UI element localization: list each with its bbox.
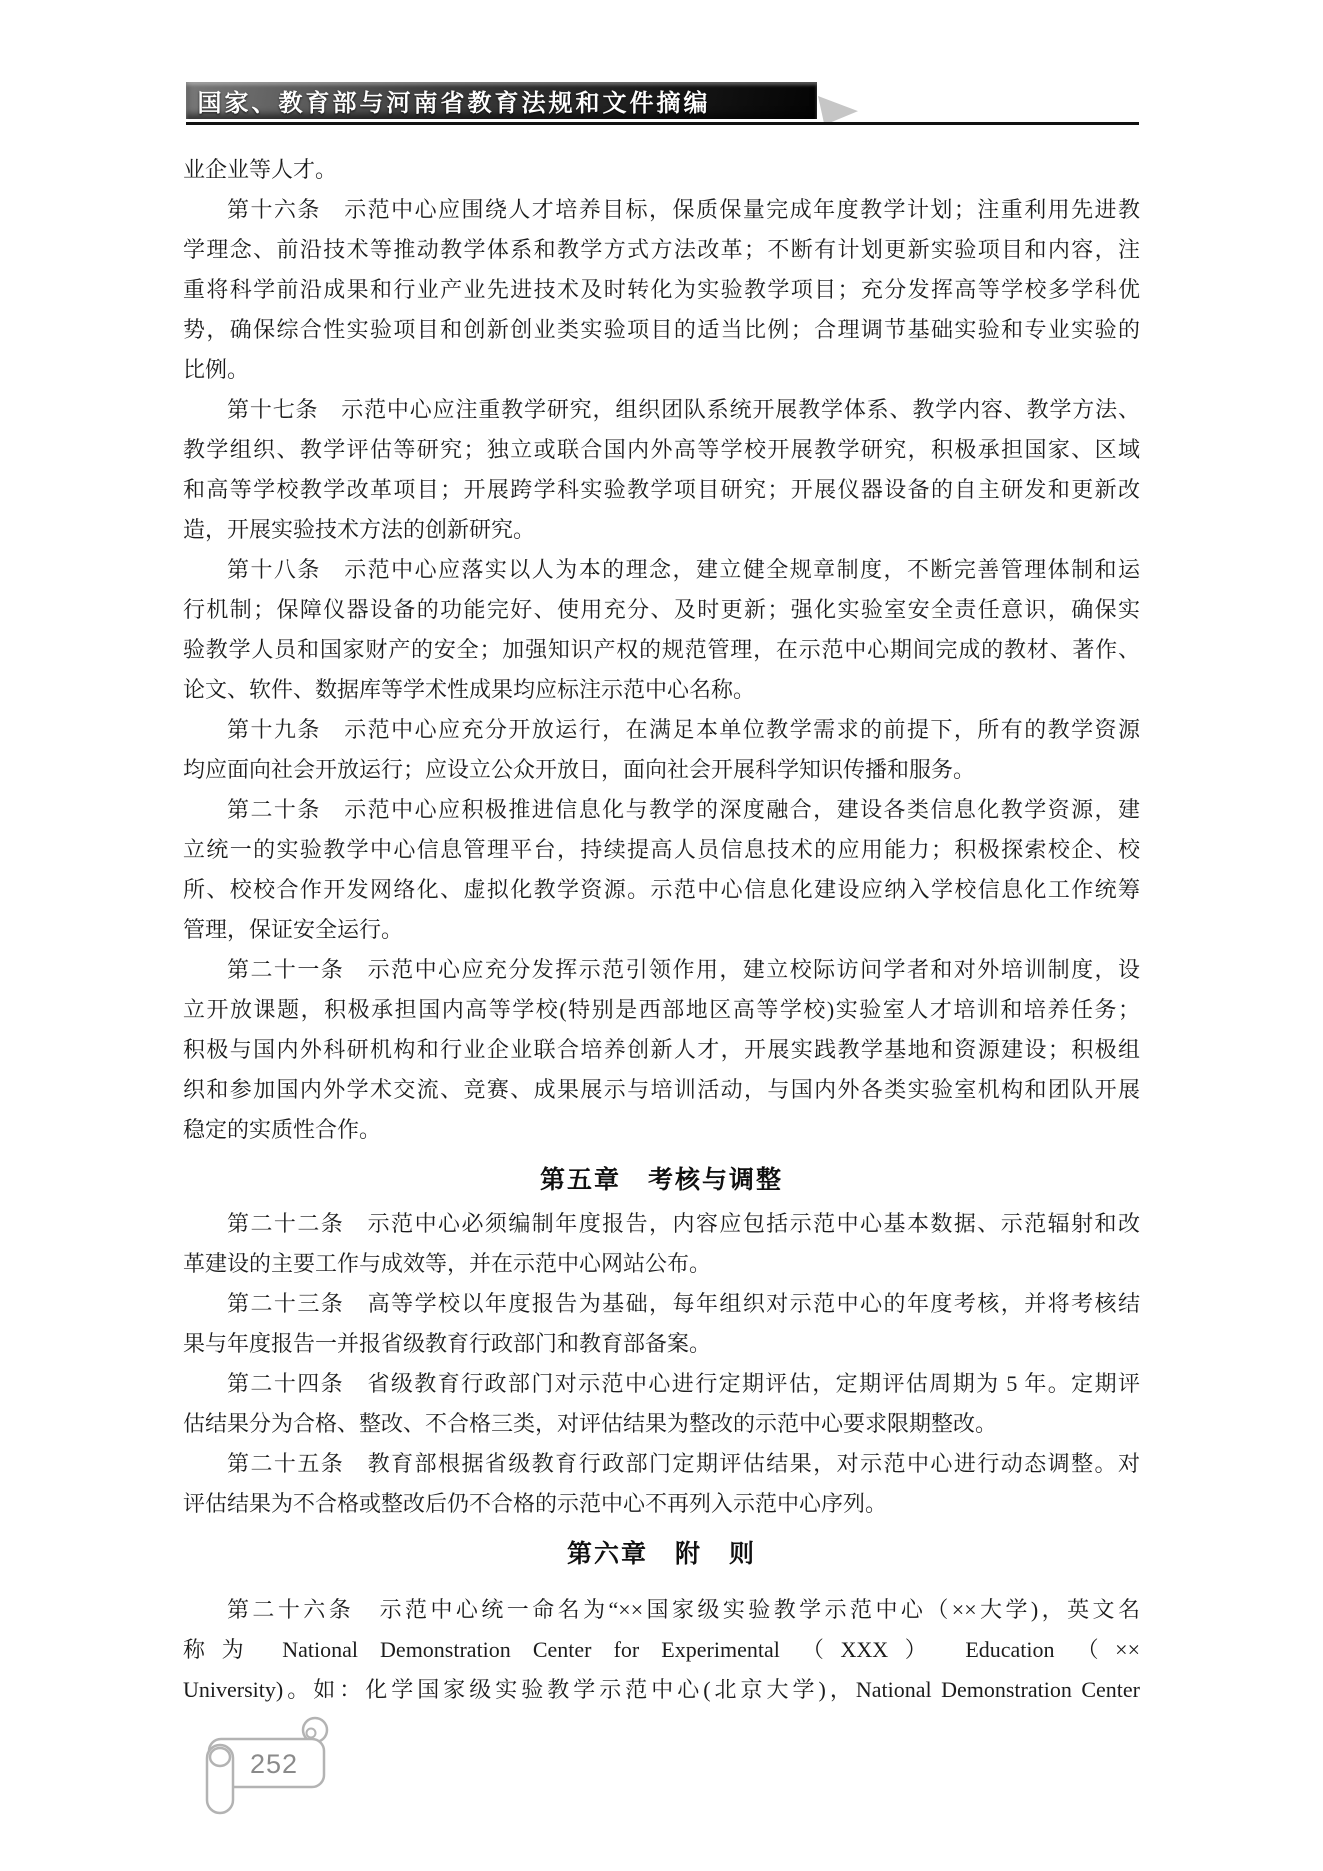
body-line: 业企业等人才。 — [183, 157, 338, 182]
body-line: 管理，保证安全运行。 — [183, 917, 404, 942]
paragraph-article-23 — [183, 1284, 1140, 1364]
body-line: 估结果分为合格、整改、不合格三类，对评估结果为整改的示范中心要求限期整改。 — [183, 1411, 998, 1436]
body-line: 第二十条 示范中心应积极推进信息化与教学的深度融合，建设各类信息化教学资源，建 — [227, 797, 1140, 822]
paragraph-article-17 — [183, 390, 1140, 550]
body-line: 第二十三条 高等学校以年度报告为基础，每年组织对示范中心的年度考核，并将考核结 — [227, 1291, 1140, 1316]
body-line: 论文、软件、数据库等学术性成果均应标注示范中心名称。 — [183, 677, 756, 702]
banner-arrow-icon — [818, 96, 858, 125]
body-line: 第二十四条 省级教育行政部门对示范中心进行定期评估，定期评估周期为 5 年。定期评 — [227, 1371, 1140, 1396]
body-line: 称为 National Demonstration Center for Experimental （XXX） Education （×× — [183, 1637, 1140, 1662]
body-line: 均应面向社会开放运行；应设立公众开放日，面向社会开展科学知识传播和服务。 — [183, 757, 976, 782]
body-line: 第十九条 示范中心应充分开放运行，在满足本单位教学需求的前提下，所有的教学资源 — [227, 717, 1140, 742]
paragraph-article-16 — [183, 190, 1140, 390]
body-line: 第十八条 示范中心应落实以人为本的理念，建立健全规章制度，不断完善管理体制和运 — [227, 557, 1140, 582]
paragraph-article-22 — [183, 1204, 1140, 1284]
body-line: 学理念、前沿技术等推动教学体系和教学方式方法改革；不断有计划更新实验项目和内容，注 — [183, 237, 1140, 262]
paragraph-article-20 — [183, 790, 1140, 950]
page-number-scroll-icon — [198, 1706, 338, 1821]
body-line: 第二十二条 示范中心必须编制年度报告，内容应包括示范中心基本数据、示范辐射和改 — [227, 1211, 1140, 1236]
body-line: 第十七条 示范中心应注重教学研究，组织团队系统开展教学体系、教学内容、教学方法、 — [227, 397, 1140, 422]
paragraph-article-25 — [183, 1444, 1140, 1524]
body-line: 势，确保综合性实验项目和创新创业类实验项目的适当比例；合理调节基础实验和专业实验的 — [183, 317, 1140, 342]
document-body — [183, 150, 1140, 1710]
body-line: 比例。 — [183, 357, 250, 382]
body-line: 第二十六条 示范中心统一命名为“××国家级实验教学示范中心（××大学)，英文名 — [227, 1597, 1140, 1622]
page-number: 252 — [250, 1749, 299, 1779]
body-line: 立统一的实验教学中心信息管理平台，持续提高人员信息技术的应用能力；积极探索校企、校 — [183, 837, 1140, 862]
body-line: 教学组织、教学评估等研究；独立或联合国内外高等学校开展教学研究，积极承担国家、区域 — [183, 437, 1140, 462]
header-rule — [186, 122, 1139, 125]
body-line: 验教学人员和国家财产的安全；加强知识产权的规范管理，在示范中心期间完成的教材、著作、 — [183, 637, 1140, 662]
header-banner-title: 国家、教育部与河南省教育法规和文件摘编 — [197, 91, 711, 117]
body-line: 果与年度报告一并报省级教育行政部门和教育部备案。 — [183, 1331, 712, 1356]
body-line: 织和参加国内外学术交流、竞赛、成果展示与培训活动，与国内外各类实验室机构和团队开展 — [183, 1077, 1140, 1102]
chapter-heading-5: 第五章 考核与调整 — [539, 1166, 783, 1194]
body-line: 所、校校合作开发网络化、虚拟化教学资源。示范中心信息化建设应纳入学校信息化工作统筹 — [183, 877, 1140, 902]
header-banner — [186, 82, 817, 119]
paragraph-continuation — [183, 150, 1140, 190]
body-line: 第二十一条 示范中心应充分发挥示范引领作用，建立校际访问学者和对外培训制度，设 — [227, 957, 1140, 982]
body-line: 重将科学前沿成果和行业产业先进技术及时转化为实验教学项目；充分发挥高等学校多学科优 — [183, 277, 1140, 302]
chapter-heading-6: 第六章 附 则 — [566, 1540, 756, 1568]
body-line: 和高等学校教学改革项目；开展跨学科实验教学项目研究；开展仪器设备的自主研发和更新改 — [183, 477, 1140, 502]
body-line: 第二十五条 教育部根据省级教育行政部门定期评估结果，对示范中心进行动态调整。对 — [227, 1451, 1140, 1476]
body-line: 评估结果为不合格或整改后仍不合格的示范中心不再列入示范中心序列。 — [183, 1491, 888, 1516]
paragraph-article-21 — [183, 950, 1140, 1150]
paragraph-article-19 — [183, 710, 1140, 790]
body-line: 行机制；保障仪器设备的功能完好、使用充分、及时更新；强化实验室安全责任意识，确保实 — [183, 597, 1140, 622]
body-line: 立开放课题，积极承担国内高等学校(特别是西部地区高等学校)实验室人才培训和培养任务； — [183, 997, 1140, 1022]
body-line: 第十六条 示范中心应围绕人才培养目标，保质保量完成年度教学计划；注重利用先进教 — [227, 197, 1140, 222]
body-line: 造，开展实验技术方法的创新研究。 — [183, 517, 536, 542]
body-line: 革建设的主要工作与成效等，并在示范中心网站公布。 — [183, 1251, 712, 1276]
body-line: 积极与国内外科研机构和行业企业联合培养创新人才，开展实践教学基地和资源建设；积极组 — [183, 1037, 1140, 1062]
body-line: University)。如：化学国家级实验教学示范中心(北京大学)，National Demonstration Center — [183, 1677, 1140, 1702]
paragraph-article-24 — [183, 1364, 1140, 1444]
body-line: 稳定的实质性合作。 — [183, 1117, 382, 1142]
paragraph-article-26 — [183, 1590, 1140, 1710]
paragraph-article-18 — [183, 550, 1140, 710]
